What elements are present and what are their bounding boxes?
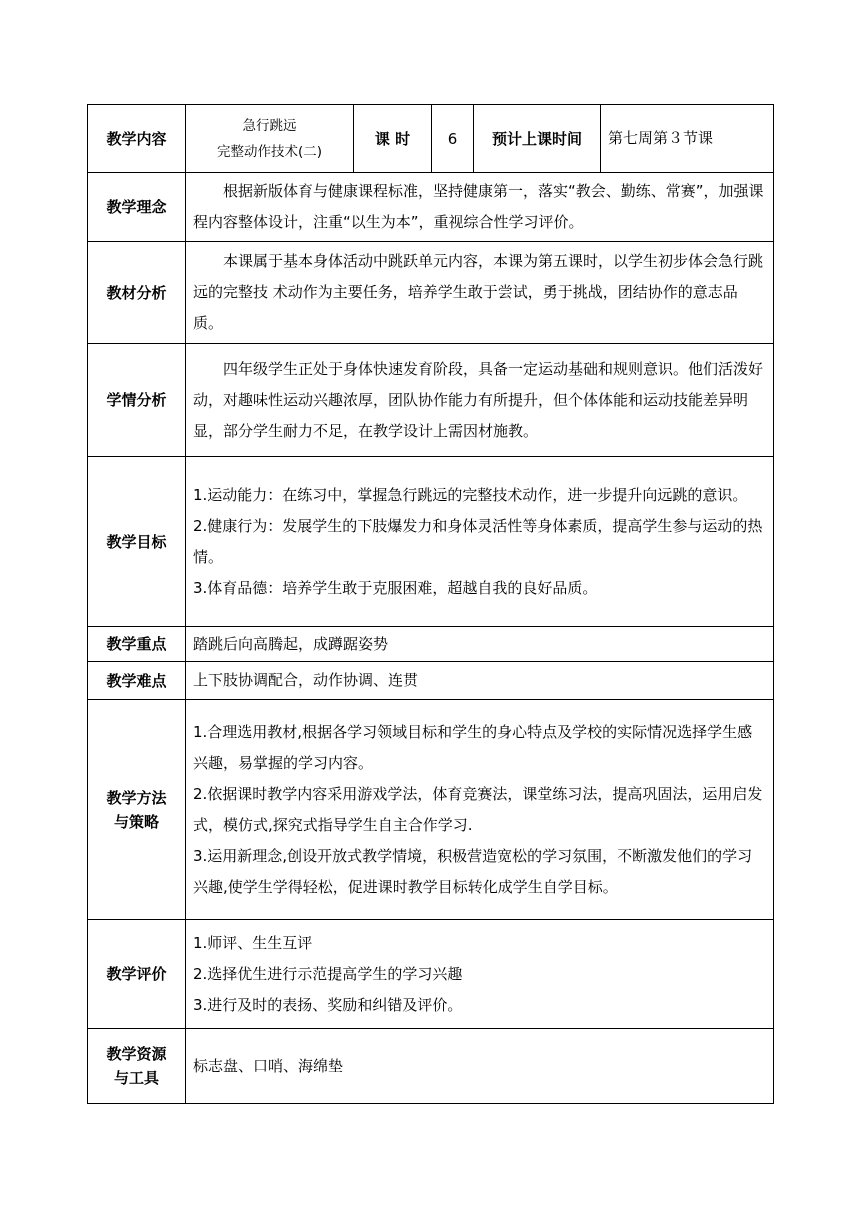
evaluation-item: 3.进行及时的表扬、奖励和纠错及评价。: [193, 995, 463, 1014]
students-label: 学情分析: [88, 344, 186, 457]
hours-label: 课 时: [354, 105, 432, 173]
material-text: 本课属于基本身体活动中跳跃单元内容，本课为第五课时，以学生初步体会急行跳远的完整技 术动作为主要任务，培养学生敢于尝试，勇于挑战，团结协作的意志品质。: [186, 242, 774, 344]
goals-row: [88, 457, 774, 627]
resources-row: [88, 1029, 774, 1104]
key-points-row: [88, 627, 774, 662]
key-points-label: 教学重点: [88, 627, 186, 662]
schedule-label: 预计上课时间: [474, 105, 601, 173]
goal-item: 2.健康行为：发展学生的下肢爆发力和身体灵活性等身体素质，提高学生参与运动的热情。: [193, 516, 763, 566]
resources-label-line2: 与工具: [113, 1069, 159, 1087]
resources-text: 标志盘、口哨、海绵垫: [186, 1029, 774, 1104]
methods-list: [186, 700, 774, 920]
philosophy-text: 根据新版体育与健康课程标准，坚持健康第一，落实“教会、勤练、常赛”，加强课程内容整体设计，注重“以生为本”，重视综合性学习评价。: [186, 173, 774, 242]
goal-item: 3.体育品德：培养学生敢于克服困难，超越自我的良好品质。: [193, 578, 598, 597]
goals-list: [186, 457, 774, 627]
method-item: 2.依据课时教学内容采用游戏学法，体育竞赛法，课堂练习法，提高巩固法，运用启发式，模仿式,探究式指导学生自主合作学习.: [193, 784, 763, 834]
difficulties-row: [88, 662, 774, 700]
difficulties-text: 上下肢协调配合，动作协调、连贯: [186, 662, 774, 700]
methods-label-line2: 与策略: [113, 812, 159, 831]
philosophy-row: [88, 173, 774, 242]
goals-label: 教学目标: [88, 457, 186, 627]
content-value-line1: 急行跳远: [242, 117, 297, 134]
hours-value: 6: [432, 105, 474, 173]
content-value: [186, 105, 354, 173]
goal-item: 1.运动能力：在练习中，掌握急行跳远的完整技术动作，进一步提升向远跳的意识。: [193, 485, 748, 504]
methods-label-line1: 教学方法: [106, 788, 167, 807]
header-row: [88, 105, 774, 173]
content-label: 教学内容: [88, 105, 186, 173]
material-label: 教材分析: [88, 242, 186, 344]
content-value-line2: 完整动作技术(二): [216, 143, 323, 160]
difficulties-label: 教学难点: [88, 662, 186, 700]
key-points-text: 踏跳后向高腾起，成蹲踞姿势: [186, 627, 774, 662]
evaluation-item: 2.选择优生进行示范提高学生的学习兴趣: [193, 964, 463, 983]
method-item: 3.运用新理念,创设开放式教学情境，积极营造宽松的学习氛围，不断激发他们的学习兴趣,使学生学得轻松，促进课时教学目标转化成学生自学目标。: [193, 846, 753, 896]
evaluation-row: [88, 920, 774, 1029]
methods-row: [88, 700, 774, 920]
resources-label: [88, 1029, 186, 1104]
philosophy-label: 教学理念: [88, 173, 186, 242]
students-text: 四年级学生正处于身体快速发育阶段，具备一定运动基础和规则意识。他们活泼好动，对趣味性运动兴趣浓厚，团队协作能力有所提升，但个体体能和运动技能差异明显，部分学生耐力不足，在教学设计上需因材施教。: [186, 344, 774, 457]
resources-label-line1: 教学资源: [106, 1045, 167, 1063]
methods-label: [88, 700, 186, 920]
method-item: 1.合理选用教材,根据各学习领域目标和学生的身心特点及学校的实际情况选择学生感兴趣，易掌握的学习内容。: [193, 722, 753, 772]
evaluation-label: 教学评价: [88, 920, 186, 1029]
schedule-value: 第七周第３节课: [601, 105, 774, 173]
lesson-plan-table: [87, 104, 774, 1104]
students-row: [88, 344, 774, 457]
evaluation-list: [186, 920, 774, 1029]
evaluation-item: 1.师评、生生互评: [193, 933, 313, 952]
material-row: [88, 242, 774, 344]
